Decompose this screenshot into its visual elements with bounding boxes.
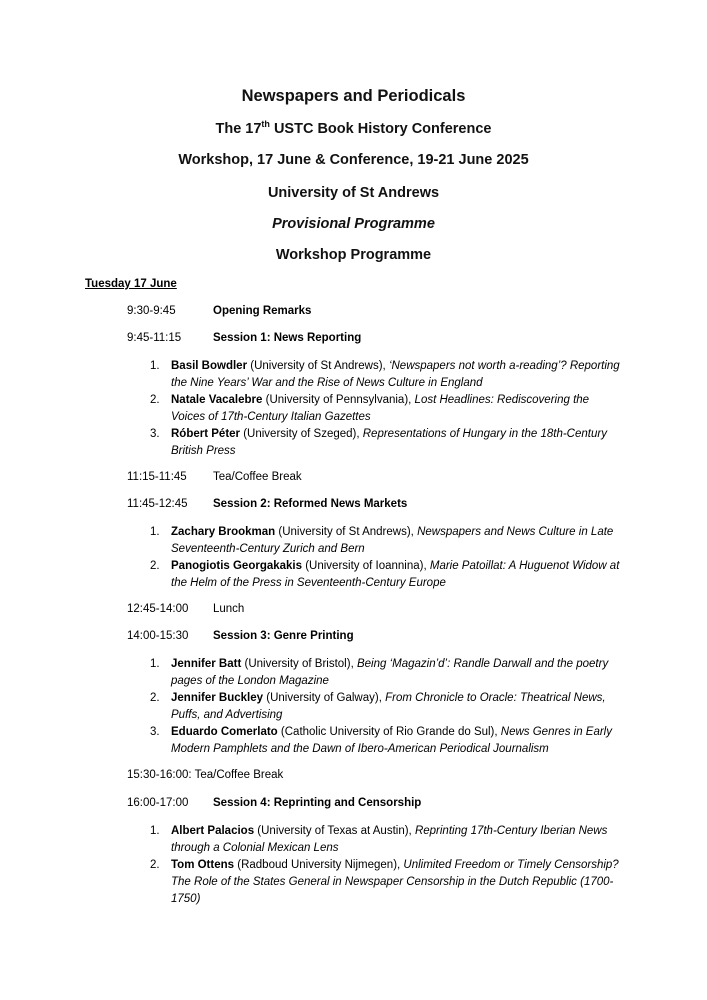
- paper-title: ‘Newspapers not worth a-reading’? Reporting the Nine Years’ War and the Rise of News Culture in England: [171, 360, 620, 389]
- time-slot: 11:15-11:45: [127, 471, 187, 483]
- slot-label: Lunch: [213, 603, 245, 615]
- schedule-row: [127, 630, 354, 642]
- time-slot: 15:30-16:00:: [127, 769, 192, 781]
- paper-number: 2.: [150, 859, 160, 871]
- speaker-affiliation: (University of St Andrews),: [247, 360, 389, 372]
- session4-papers: [150, 823, 620, 908]
- section-heading: Workshop Programme: [275, 247, 432, 263]
- slot-label: Session 2: Reformed News Markets: [213, 498, 408, 510]
- slot-label: Session 3: Genre Printing: [213, 630, 354, 642]
- paper-item: [150, 724, 620, 758]
- session2-papers: [150, 524, 620, 592]
- schedule-row: [127, 498, 407, 510]
- speaker-affiliation: (University of Bristol),: [241, 658, 357, 670]
- time-slot: 14:00-15:30: [127, 630, 189, 642]
- time-slot: 12:45-14:00: [127, 603, 189, 615]
- speaker-name: Basil Bowdler: [171, 360, 248, 372]
- paper-number: 1.: [150, 825, 160, 837]
- speaker-affiliation: (University of Pennsylvania),: [262, 394, 415, 406]
- time-slot: 11:45-12:45: [127, 498, 188, 510]
- time-slot: 9:45-11:15: [127, 332, 182, 344]
- schedule-row: [127, 471, 302, 483]
- paper-item: [150, 823, 620, 857]
- venue: University of St Andrews: [267, 185, 440, 201]
- document-title: Newspapers and Periodicals: [241, 87, 466, 105]
- paper-title: Being ‘Magazin’d’: Randle Darwall and the poetry pages of the London Magazine: [171, 658, 609, 687]
- paper-title: Marie Patoillat: A Huguenot Widow at the Helm of the Press in Seventeenth-Century Europe: [171, 560, 620, 589]
- paper-item: [150, 392, 620, 426]
- paper-number: 3.: [150, 726, 160, 738]
- paper-title: From Chronicle to Oracle: Theatrical News, Puffs, and Advertising: [171, 692, 606, 721]
- conference-dates: Workshop, 17 June & Conference, 19-21 June 2025: [178, 152, 529, 168]
- paper-item: [150, 690, 620, 724]
- paper-item: [150, 426, 620, 460]
- schedule-row: [127, 769, 283, 781]
- slot-label: Tea/Coffee Break: [213, 471, 302, 483]
- paper-title: Unlimited Freedom or Timely Censorship? The Role of the States General in Newspaper Censorship in the Dutch Republic (1700-1750): [171, 859, 619, 905]
- paper-item: [150, 857, 620, 908]
- conference-suffix: USTC Book History Conference: [269, 121, 492, 137]
- paper-title: Representations of Hungary in the 18th-Century British Press: [171, 428, 607, 457]
- paper-item: [150, 358, 620, 392]
- conference-name: [0, 121, 707, 137]
- speaker-affiliation: (University of Texas at Austin),: [254, 825, 415, 837]
- conference-sup: th: [261, 119, 270, 130]
- speaker-affiliation: (University of Galway),: [263, 692, 386, 704]
- conference-prefix: The 17: [215, 121, 262, 137]
- schedule-row: [127, 332, 361, 344]
- paper-item: [150, 524, 620, 558]
- programme-status: Provisional Programme: [272, 216, 435, 232]
- session1-papers: [150, 358, 620, 460]
- schedule-row: [127, 305, 311, 317]
- schedule-row: [127, 797, 421, 809]
- time-slot: 9:30-9:45: [127, 305, 176, 317]
- paper-number: 1.: [150, 658, 160, 670]
- paper-title: Reprinting 17th-Century Iberian News through a Colonial Mexican Lens: [171, 825, 608, 854]
- speaker-affiliation: (Catholic University of Rio Grande do Sul),: [277, 726, 501, 738]
- slot-label: Session 4: Reprinting and Censorship: [213, 797, 422, 809]
- speaker-name: Róbert Péter: [171, 428, 241, 440]
- speaker-affiliation: (University of Szeged),: [240, 428, 363, 440]
- paper-number: 1.: [150, 360, 160, 372]
- speaker-name: Jennifer Buckley: [171, 692, 264, 704]
- speaker-name: Zachary Brookman: [171, 526, 276, 538]
- slot-label: Tea/Coffee Break: [194, 769, 284, 781]
- paper-number: 3.: [150, 428, 160, 440]
- speaker-name: Jennifer Batt: [171, 658, 242, 670]
- paper-title: News Genres in Early Modern Pamphlets and the Dawn of Ibero-American Periodical Journalism: [171, 726, 612, 755]
- speaker-name: Tom Ottens: [171, 859, 235, 871]
- schedule-row: [127, 603, 244, 615]
- speaker-name: Panogiotis Georgakakis: [171, 560, 303, 572]
- time-slot: 16:00-17:00: [127, 797, 189, 809]
- speaker-name: Eduardo Comerlato: [171, 726, 278, 738]
- paper-number: 2.: [150, 560, 160, 572]
- speaker-name: Albert Palacios: [171, 825, 255, 837]
- speaker-name: Natale Vacalebre: [171, 394, 263, 406]
- slot-label: Opening Remarks: [213, 305, 312, 317]
- speaker-affiliation: (Radboud University Nijmegen),: [234, 859, 404, 871]
- day-heading: Tuesday 17 June: [85, 278, 177, 290]
- slot-label: Session 1: News Reporting: [213, 332, 362, 344]
- paper-number: 2.: [150, 692, 160, 704]
- session3-papers: [150, 656, 620, 758]
- paper-item: [150, 558, 620, 592]
- paper-title: Newspapers and News Culture in Late Seventeenth-Century Zurich and Bern: [171, 526, 614, 555]
- speaker-affiliation: (University of Ioannina),: [302, 560, 430, 572]
- paper-number: 1.: [150, 526, 160, 538]
- paper-number: 2.: [150, 394, 160, 406]
- speaker-affiliation: (University of St Andrews),: [275, 526, 418, 538]
- paper-title: Lost Headlines: Rediscovering the Voices of 17th-Century Italian Gazettes: [171, 394, 590, 423]
- paper-item: [150, 656, 620, 690]
